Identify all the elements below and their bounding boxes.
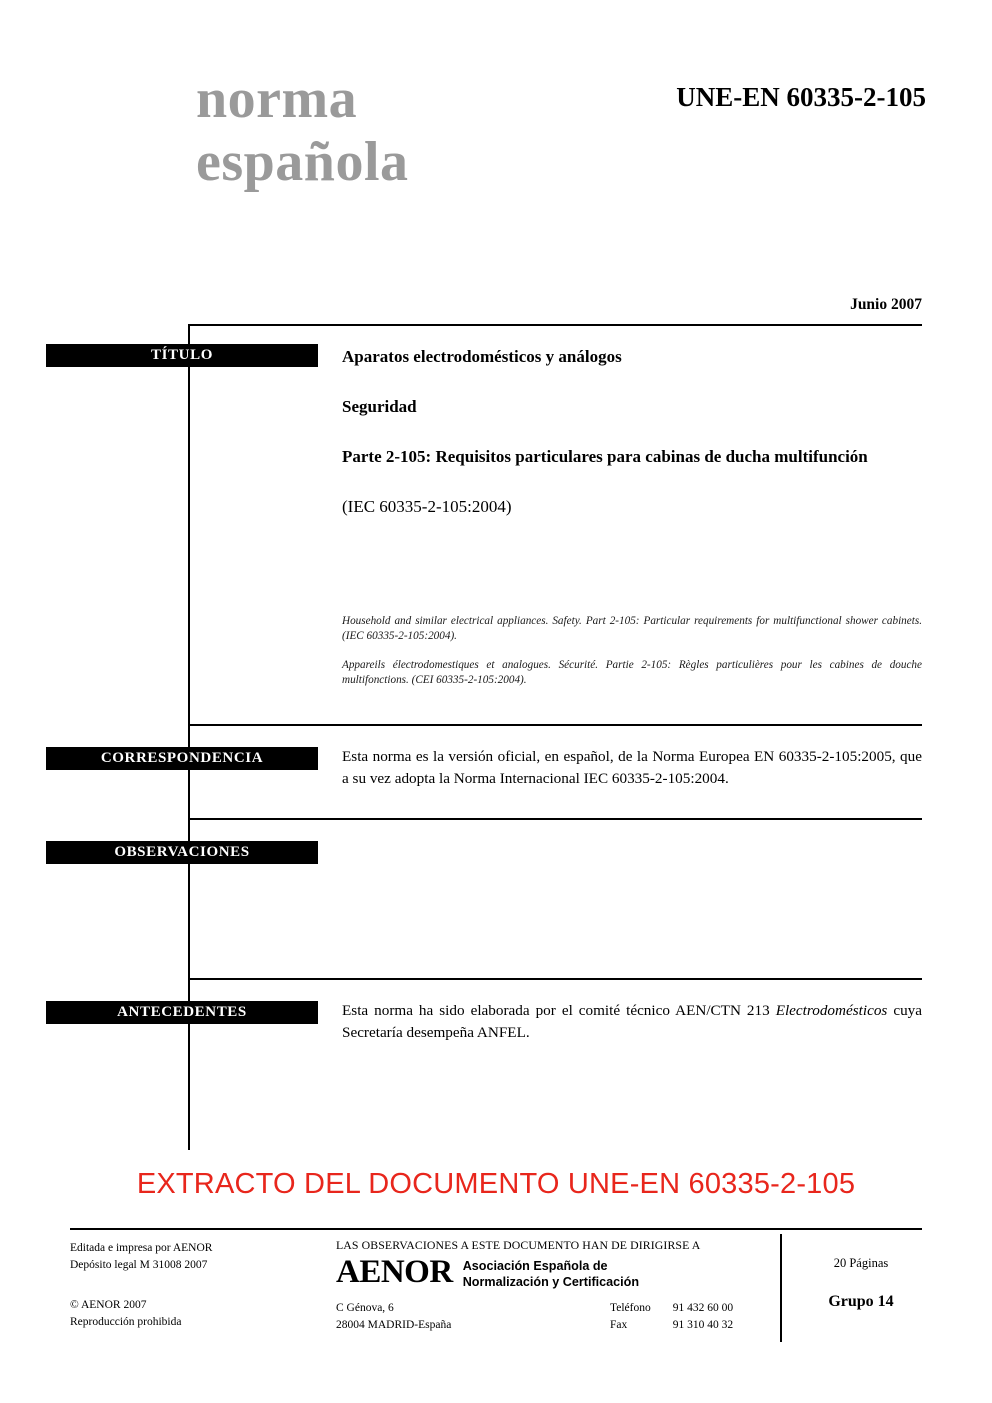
aenor-subtitle — [463, 1259, 639, 1290]
rule-after-titulo — [188, 724, 922, 726]
title-line-iec: (IEC 60335-2-105:2004) — [342, 497, 512, 517]
antecedentes-text — [342, 1000, 922, 1043]
footer-rule — [70, 1228, 922, 1230]
footer-phone-label: Teléfono — [610, 1302, 651, 1314]
footer-edited-line2: Depósito legal M 31008 2007 — [70, 1258, 208, 1271]
footer-aenor-block — [336, 1238, 766, 1290]
section-tag-titulo: TÍTULO — [46, 344, 318, 367]
correspondencia-text: Esta norma es la versión oficial, en español, de la Norma Europea EN 60335-2-105:2005, que a su vez adopta la Norma Internacional IEC 60335-2-105:2004. — [342, 748, 922, 787]
footer — [70, 1234, 922, 1344]
footer-pages-block — [800, 1256, 922, 1311]
section-tag-observaciones: OBSERVACIONES — [46, 841, 318, 864]
alt-title-french: Appareils électrodomestiques et analogues. Sécurité. Partie 2-105: Règles particulières pour les cabines de douche multifonctions. (CEI 60335-2-105:2004). — [342, 659, 922, 687]
aenor-logo-row — [336, 1256, 766, 1290]
logo-line-norma: norma — [196, 68, 358, 130]
footer-copyright-line2: Reproducción prohibida — [70, 1316, 182, 1329]
title-line-3: Parte 2-105: Requisitos particulares para cabinas de ducha multifunción — [342, 447, 868, 467]
footer-group: Grupo 14 — [828, 1293, 894, 1310]
footer-address-line1: C Génova, 6 — [336, 1302, 394, 1314]
footer-edited-line1: Editada e impresa por AENOR — [70, 1242, 213, 1254]
antecedentes-text-italic: Electrodomésticos — [775, 1002, 888, 1019]
footer-address — [336, 1300, 451, 1333]
footer-vertical-divider — [780, 1234, 782, 1342]
section-tag-antecedentes: ANTECEDENTES — [46, 1001, 318, 1024]
section-body-correspondencia — [342, 746, 922, 789]
rule-after-observaciones — [188, 978, 922, 980]
footer-contact — [610, 1300, 733, 1333]
vrule-titulo — [188, 324, 190, 724]
alt-titles — [342, 614, 922, 702]
section-body-antecedentes — [342, 1000, 922, 1043]
footer-copyright-line1: © AENOR 2007 — [70, 1299, 147, 1312]
document-code: UNE-EN 60335-2-105 — [676, 82, 926, 112]
footer-page-count: 20 Páginas — [833, 1256, 889, 1270]
aenor-subtitle-line1: Asociación Española de — [462, 1259, 608, 1273]
footer-fax-label: Fax — [610, 1318, 628, 1331]
vrule-correspondencia — [188, 724, 190, 818]
footer-phone-value: 91 432 60 00 — [672, 1302, 734, 1314]
masthead — [196, 68, 926, 218]
antecedentes-text-part1: Esta norma ha sido elaborada por el comité técnico AEN/CTN 213 — [342, 1002, 776, 1019]
footer-fax-value: 91 310 40 32 — [672, 1318, 734, 1331]
section-tag-correspondencia: CORRESPONDENCIA — [46, 747, 318, 770]
rule-top — [188, 324, 922, 326]
footer-publisher-block — [70, 1240, 300, 1331]
rule-after-correspondencia — [188, 818, 922, 820]
aenor-logo: AENOR — [336, 1254, 453, 1290]
title-line-1: Aparatos electrodomésticos y análogos — [342, 347, 622, 366]
extract-banner: EXTRACTO DEL DOCUMENTO UNE-EN 60335-2-105 — [136, 1168, 856, 1200]
footer-address-line2: 28004 MADRID-España — [336, 1318, 452, 1331]
footer-observations-note: LAS OBSERVACIONES A ESTE DOCUMENTO HAN DE DIRIGIRSE A — [336, 1238, 701, 1252]
alt-title-english: Household and similar electrical appliances. Safety. Part 2-105: Particular requirements for multifunctional shower cabinets. (IEC 60335-2-105:2004). — [342, 615, 922, 643]
publication-date: Junio 2007 — [850, 296, 922, 313]
logo-line-espanola: española — [196, 130, 409, 193]
title-line-2: Seguridad — [342, 397, 417, 417]
antecedentes-text-part2: cuya Secretaría desempeña ANFEL. — [342, 1002, 922, 1041]
section-body-titulo — [342, 346, 922, 518]
aenor-subtitle-line2: Normalización y Certificación — [462, 1274, 640, 1289]
